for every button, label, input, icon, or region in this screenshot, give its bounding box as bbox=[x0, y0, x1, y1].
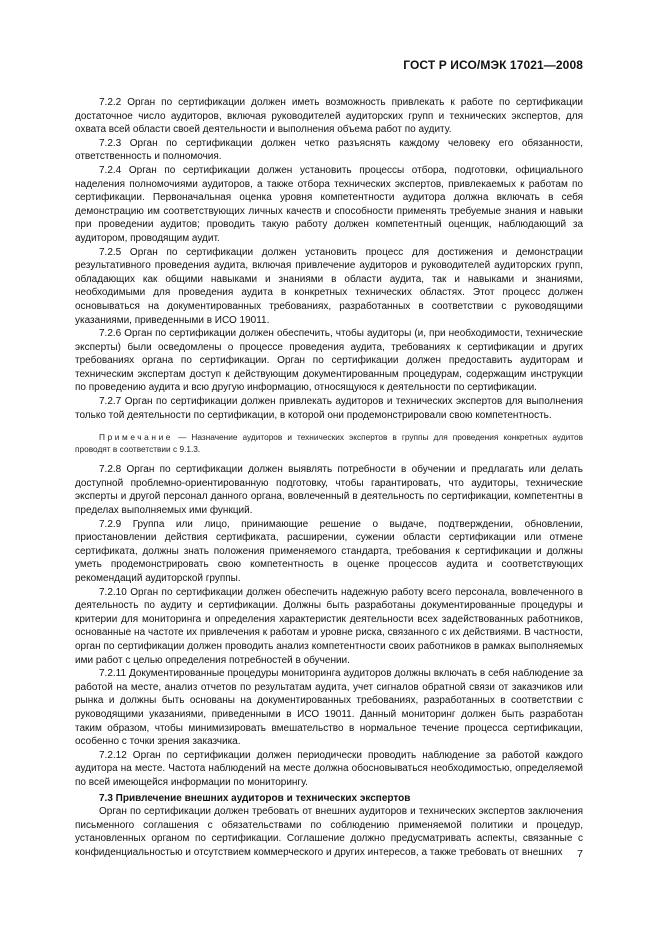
paragraph-7-2-5: 7.2.5 Орган по сертификации должен установить процесс для достижения и демонстрации результативного проведения аудита, включая привлечение аудиторов и руководителей аудиторских групп, обладающих как общими навыками и знаниями в области аудита, так и навыками и знаниями, необходимыми для проведения аудита в конкретных технических областях. Этот процесс должен основываться на документированных требованиях, разработанных в соответствии с руководящими указаниями, приведенными в ИСО 19011. bbox=[75, 246, 583, 326]
paragraph-7-2-12: 7.2.12 Орган по сертификации должен периодически проводить наблюдение за работой каждого аудитора на месте. Частота наблюдений на месте должна обосновываться необходимостью, определяемой по всей имеющейся информации по мониторингу. bbox=[75, 749, 583, 788]
paragraph-7-2-10: 7.2.10 Орган по сертификации должен обеспечить надежную работу всего персонала, вовлеченного в деятельность по аудиту и сертификации. Должны быть разработаны документированные процедуры и критерии для мониторинга и определения характеристик деятельности всех задействованных работников, основанные на частоте их привлечения к работам и уровне риска, связанного с их действиями. В частности, орган по сертификации должен проводить анализ компетентности своих работников в рамках выполняемых ими работ с целью определения потребностей в обучении. bbox=[75, 586, 583, 666]
section-title-7-3: 7.3 Привлечение внешних аудиторов и технических экспертов bbox=[99, 792, 411, 804]
section-7-3-text: Орган по сертификации должен требовать от внешних аудиторов и технических экспертов заключения письменного соглашения с обязательствами по соблюдению применяемой политики и процедур, установленных органом по сертификации. Соглашение должно предусматривать аспекты, связанные с конфиденциальностью и отсутствием коммерческого и других интересов, а также требовать от внешних bbox=[75, 806, 583, 858]
paragraph-7-2-7: 7.2.7 Орган по сертификации должен привлекать аудиторов и технических экспертов для выполнения только той деятельности по сертификации, в которой они продемонстрировали свою компетентность. bbox=[75, 396, 583, 421]
paragraph-7-2-9: 7.2.9 Группа или лицо, принимающие решение о выдаче, подтверждении, обновлении, приостановлении действия сертификата, расширении, сужении области сертификации или отмене сертификата, должны знать положения применяемого стандарта, требования к сертификации и должны уметь продемонстрировать свою компетентность в оценке процессов аудита и соответствующих рекомендаций аудиторской группы. bbox=[75, 518, 583, 584]
page-number: 7 bbox=[577, 848, 583, 860]
paragraph-7-2-4: 7.2.4 Орган по сертификации должен установить процессы отбора, подготовки, официального наделения полномочиями аудиторов, а также отбора технических экспертов, привлекаемых к работам по сертификации. Первоначальная оценка уровня компетентности аудитора должна включать в себя демонстрацию им соответствующих личных качеств и способности применять требуемые знания и навыки при проведении аудитов; проводить такую работу должен компетентный оценщик, наблюдающий за аудитором, проводящим аудит. bbox=[75, 164, 583, 244]
paragraph-7-2-11: 7.2.11 Документированные процедуры мониторинга аудиторов должны включать в себя наблюдение за работой на месте, анализ отчетов по результатам аудита, учет сигналов обратной связи от заказчиков или рынка и должны быть основаны на документированных требованиях, разработанных в соответствии с руководящими указаниями, приведенными в ИСО 19011. Данный мониторинг должен быть разработан таким образом, чтобы минимизировать вмешательство в нормальное течение процесса сертификации, особенно с точки зрения заказчика. bbox=[75, 668, 583, 748]
note bbox=[75, 431, 583, 455]
document-body bbox=[75, 96, 583, 859]
note-label: Примечание bbox=[99, 432, 174, 443]
paragraph-7-2-2: 7.2.2 Орган по сертификации должен иметь возможность привлекать к работе по сертификации достаточное число аудиторов, включая руководителей аудиторских групп и технических экспертов, для охвата всей области своей деятельности и выполнения объема работ по аудиту. bbox=[75, 97, 583, 136]
document-header: ГОСТ Р ИСО/МЭК 17021—2008 bbox=[403, 58, 583, 72]
paragraph-7-2-6: 7.2.6 Орган по сертификации должен обеспечить, чтобы аудиторы (и, при необходимости, технические эксперты) были осведомлены о процессе проведения аудита, требованиях к сертификации и других требованиях органа по сертификации. Орган по сертификации должен предоставить аудиторам и техническим экспертам доступ к действующим документированным процедурам, содержащим инструкции по проведению аудита и всю другую информацию, относящуюся к деятельности по сертификации. bbox=[75, 328, 583, 394]
paragraph-7-2-8: 7.2.8 Орган по сертификации должен выявлять потребности в обучении и предлагать или делать доступной проблемно-ориентированную подготовку, чтобы гарантировать, что аудиторы, технические эксперты и другой персонал данного органа, вовлеченный в деятельность по сертификации, компетентны в пределах выполняемых ими функций. bbox=[75, 464, 583, 517]
paragraph-7-2-3: 7.2.3 Орган по сертификации должен четко разъяснять каждому человеку его обязанности, ответственность и полномочия. bbox=[75, 137, 583, 163]
note-text: — Назначение аудиторов и технических экспертов в группы для проведения конкретных аудитов проводят в соответствии с 9.1.3. bbox=[75, 432, 583, 455]
